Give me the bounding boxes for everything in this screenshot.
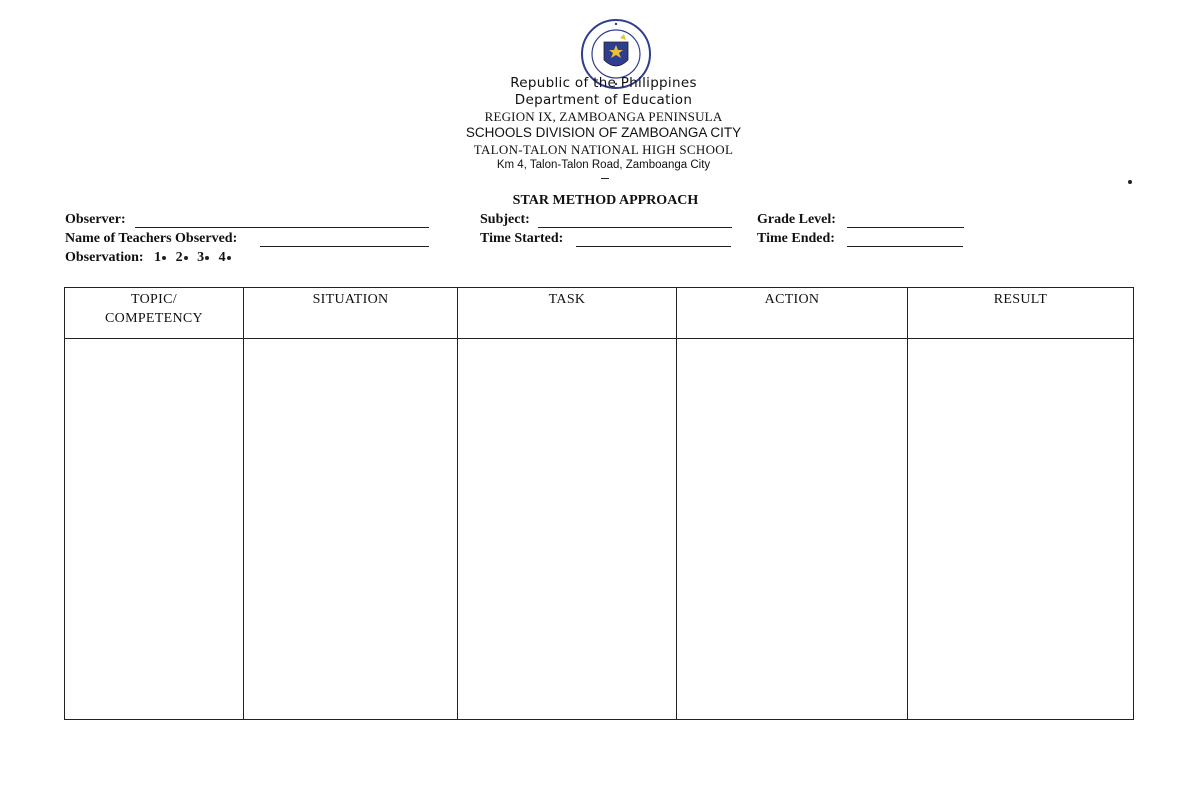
star-table [64,287,1134,720]
teachers-field[interactable] [260,246,429,247]
stray-dot [1128,180,1132,184]
header-school: TALON-TALON NATIONAL HIGH SCHOOL [473,142,734,157]
time-started-label: Time Started: [480,231,564,246]
header-region: REGION IX, ZAMBOANGA PENINSULA [484,109,723,124]
header-task: TASK [458,288,677,339]
grade-level-field[interactable] [847,227,964,228]
time-ended-field[interactable] [847,246,963,247]
bullet-icon [205,256,209,260]
cell-topic-competency[interactable] [65,339,244,720]
cell-task[interactable] [458,339,677,720]
time-ended-label: Time Ended: [757,231,835,246]
observation-label: Observation: [65,250,144,265]
bullet-icon [227,256,231,260]
observation-row [65,250,237,266]
observation-option-1[interactable]: 1 [154,250,166,265]
cell-action[interactable] [677,339,908,720]
table-row [65,339,1134,720]
form-title: STAR METHOD APPROACH [512,193,699,208]
header-situation: SITUATION [244,288,458,339]
time-started-field[interactable] [576,246,731,247]
observer-field[interactable] [135,227,429,228]
observation-option-2[interactable]: 2 [176,250,188,265]
observation-option-4[interactable]: 4 [219,250,231,265]
header-country: Republic of the Philippines [510,75,697,91]
observation-option-3[interactable]: 3 [197,250,209,265]
header-department: Department of Education [514,92,693,108]
header-topic-competency: TOPIC/ COMPETENCY [65,288,244,339]
teachers-label: Name of Teachers Observed: [65,231,238,246]
cell-result[interactable] [908,339,1134,720]
table-header-row [65,288,1134,339]
divider-mark [601,178,609,179]
header-division: SCHOOLS DIVISION OF ZAMBOANGA CITY [465,125,742,140]
grade-level-label: Grade Level: [757,212,836,227]
header-address: Km 4, Talon-Talon Road, Zamboanga City [496,159,711,171]
observer-label: Observer: [65,212,126,227]
subject-label: Subject: [480,212,530,227]
header-action: ACTION [677,288,908,339]
subject-field[interactable] [538,227,732,228]
header-result: RESULT [908,288,1134,339]
bullet-icon [184,256,188,260]
cell-situation[interactable] [244,339,458,720]
bullet-icon [162,256,166,260]
